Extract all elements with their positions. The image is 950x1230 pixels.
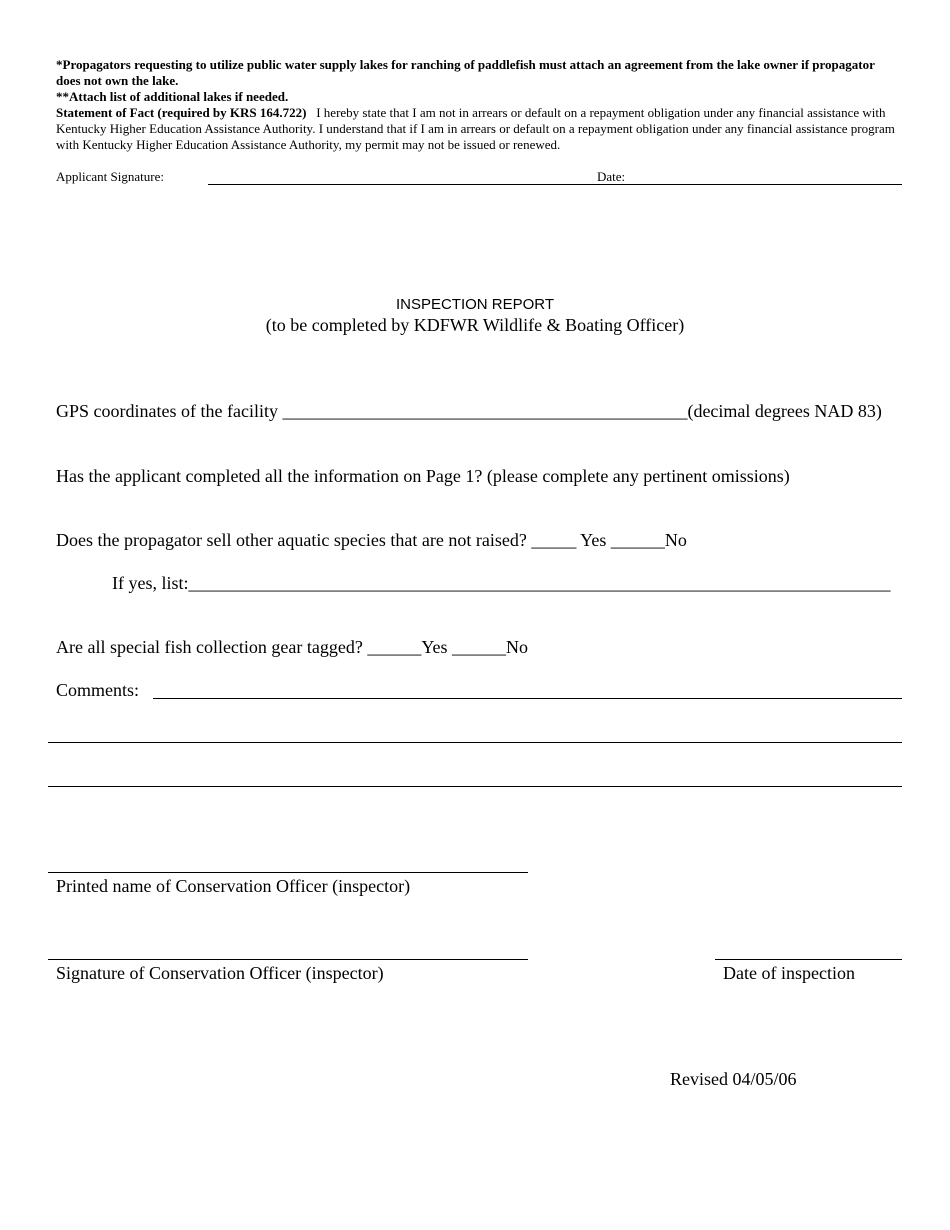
date-of-inspection-label: Date of inspection (723, 963, 855, 983)
printed-name-line (48, 872, 528, 873)
applicant-signature-line (208, 184, 902, 185)
date-of-inspection-line (715, 959, 902, 960)
applicant-signature-label: Applicant Signature: (56, 169, 164, 184)
revised-date: Revised 04/05/06 (670, 1069, 797, 1089)
printed-name-label: Printed name of Conservation Officer (inspector) (56, 876, 411, 896)
note-attach-list: **Attach list of additional lakes if needed. (56, 89, 289, 104)
report-subtitle: (to be completed by KDFWR Wildlife & Boating Officer) (265, 315, 685, 335)
aquatic-species-question: Does the propagator sell other aquatic species that are not raised? _____ Yes ______No (56, 530, 687, 550)
report-title: INSPECTION REPORT (395, 296, 555, 313)
page1-question: Has the applicant completed all the information on Page 1? (please complete any pertinent omissions) (56, 466, 790, 486)
statement-text: I hereby state that I am not in arrears or default on a repayment obligation under any financial assistance with Kentucky Higher Education Assistance Authority. I understand that if I am in arrears or default on a repayment obligation under any financial assistance program with Kentucky Higher Education Assistance Authority, my permit may not be issued or renewed. (56, 105, 895, 152)
gear-tagged-question: Are all special fish collection gear tagged? ______Yes ______No (56, 637, 529, 657)
statement-label: Statement of Fact (required by KRS 164.722) (56, 105, 307, 120)
comments-line-2 (48, 742, 902, 743)
officer-signature-line (48, 959, 528, 960)
comments-label: Comments: (56, 680, 140, 700)
note-propagators: *Propagators requesting to utilize public water supply lakes for ranching of paddlefish must attach an agreement from the lake owner if propagator does not own the lake. (56, 57, 875, 88)
comments-line-1 (153, 698, 902, 699)
gps-question: GPS coordinates of the facility _____________________________________________(decimal degrees NAD 83) (56, 401, 882, 421)
officer-signature-label: Signature of Conservation Officer (inspector) (56, 963, 384, 983)
statement-of-fact (56, 105, 901, 153)
if-yes-list: If yes, list:______________________________________________________________________________ (112, 573, 891, 593)
comments-line-3 (48, 786, 902, 787)
applicant-date-label: Date: (597, 169, 626, 184)
